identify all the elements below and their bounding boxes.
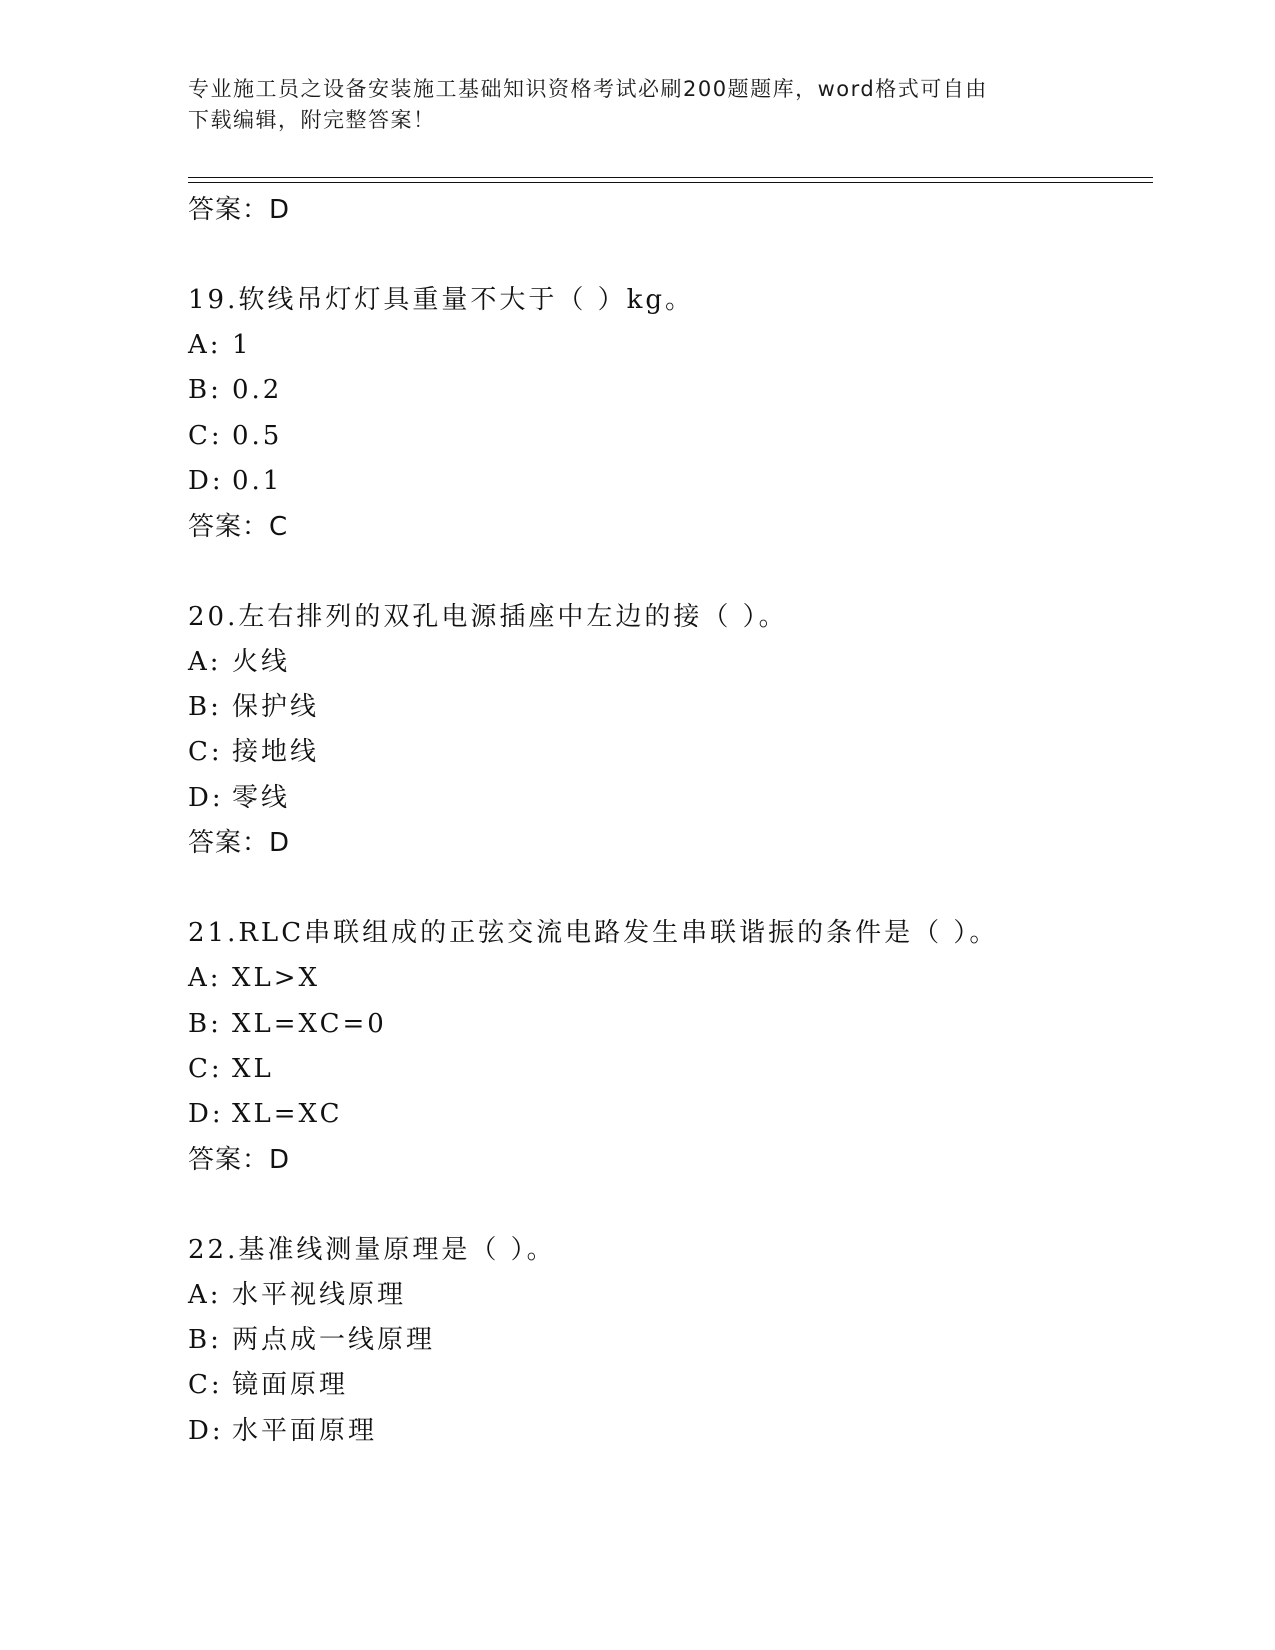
option-text: 接地线 bbox=[232, 737, 320, 768]
option-d bbox=[188, 776, 1153, 821]
question-21 bbox=[188, 911, 1153, 1183]
option-label: B: bbox=[188, 375, 222, 406]
option-text: 两点成一线原理 bbox=[232, 1325, 436, 1356]
option-label: D: bbox=[188, 1099, 224, 1130]
option-b bbox=[188, 1318, 1153, 1363]
question-number: 22. bbox=[188, 1234, 239, 1265]
option-a bbox=[188, 1273, 1153, 1318]
option-b bbox=[188, 685, 1153, 730]
option-label: A: bbox=[188, 330, 222, 360]
spacer bbox=[188, 233, 1153, 278]
option-a bbox=[188, 323, 1153, 368]
spacer bbox=[188, 866, 1153, 911]
option-b bbox=[188, 368, 1153, 413]
option-c bbox=[188, 1363, 1153, 1408]
option-text: 零线 bbox=[232, 782, 291, 813]
option-label: D: bbox=[188, 782, 224, 813]
option-label: C: bbox=[188, 1053, 223, 1084]
question-22 bbox=[188, 1228, 1153, 1455]
option-text: 水平视线原理 bbox=[232, 1279, 407, 1310]
option-text: XL bbox=[232, 1053, 274, 1084]
option-label: B: bbox=[188, 1325, 222, 1356]
question-stem bbox=[188, 1228, 1153, 1273]
option-b bbox=[188, 1002, 1153, 1047]
answer-line: 答案：D bbox=[188, 828, 291, 859]
question-stem bbox=[188, 911, 1153, 956]
question-number: 20. bbox=[188, 601, 239, 632]
option-label: D: bbox=[188, 1415, 224, 1446]
option-text: XL=XC=0 bbox=[232, 1008, 387, 1039]
option-text: 1 bbox=[232, 330, 252, 360]
option-text: XL>X bbox=[232, 963, 321, 994]
option-d bbox=[188, 1092, 1153, 1137]
option-label: A: bbox=[188, 646, 222, 677]
answer-line: 答案：D bbox=[188, 195, 291, 225]
option-label: A: bbox=[188, 963, 222, 994]
option-text: 火线 bbox=[232, 646, 291, 677]
option-text: 水平面原理 bbox=[232, 1415, 378, 1446]
option-text: 保护线 bbox=[232, 691, 320, 722]
question-text: RLC串联组成的正弦交流电路发生串联谐振的条件是（ ）。 bbox=[238, 918, 999, 949]
header-line-2: 下载编辑，附完整答案！ bbox=[188, 108, 436, 132]
question-19 bbox=[188, 278, 1153, 550]
document-header bbox=[188, 74, 1068, 136]
option-c bbox=[188, 414, 1153, 459]
option-a bbox=[188, 640, 1153, 685]
question-text: 基准线测量原理是（ ）。 bbox=[238, 1234, 556, 1265]
option-label: B: bbox=[188, 1008, 222, 1039]
header-line-1: 专业施工员之设备安装施工基础知识资格考试必刷200题题库，word格式可自由 bbox=[188, 77, 988, 101]
option-label: C: bbox=[188, 420, 223, 451]
question-stem bbox=[188, 278, 1153, 323]
question-text: 左右排列的双孔电源插座中左边的接（ ）。 bbox=[238, 601, 788, 632]
question-list bbox=[188, 188, 1153, 1454]
option-c bbox=[188, 730, 1153, 775]
question-text: 软线吊灯灯具重量不大于（ ）kg。 bbox=[238, 285, 695, 315]
option-label: B: bbox=[188, 691, 222, 722]
option-text: 0.2 bbox=[232, 375, 283, 406]
option-text: 0.5 bbox=[232, 420, 283, 451]
option-a bbox=[188, 956, 1153, 1001]
question-number: 19. bbox=[188, 285, 239, 315]
question-20 bbox=[188, 595, 1153, 867]
option-label: A: bbox=[188, 1279, 222, 1310]
question-stem bbox=[188, 595, 1153, 640]
option-c bbox=[188, 1047, 1153, 1092]
answer-line: 答案：C bbox=[188, 511, 289, 542]
answer-line: 答案：D bbox=[188, 1144, 291, 1175]
option-text: XL=XC bbox=[232, 1099, 343, 1130]
option-text: 0.1 bbox=[232, 466, 283, 497]
option-label: D: bbox=[188, 466, 224, 497]
option-label: C: bbox=[188, 737, 223, 768]
option-d bbox=[188, 1409, 1153, 1454]
question-number: 21. bbox=[188, 918, 239, 949]
option-text: 镜面原理 bbox=[232, 1370, 349, 1401]
option-d bbox=[188, 459, 1153, 504]
spacer bbox=[188, 550, 1153, 595]
option-label: C: bbox=[188, 1370, 223, 1401]
header-rule-top bbox=[188, 177, 1153, 178]
spacer bbox=[188, 1183, 1153, 1228]
header-rule-bottom bbox=[188, 182, 1153, 183]
